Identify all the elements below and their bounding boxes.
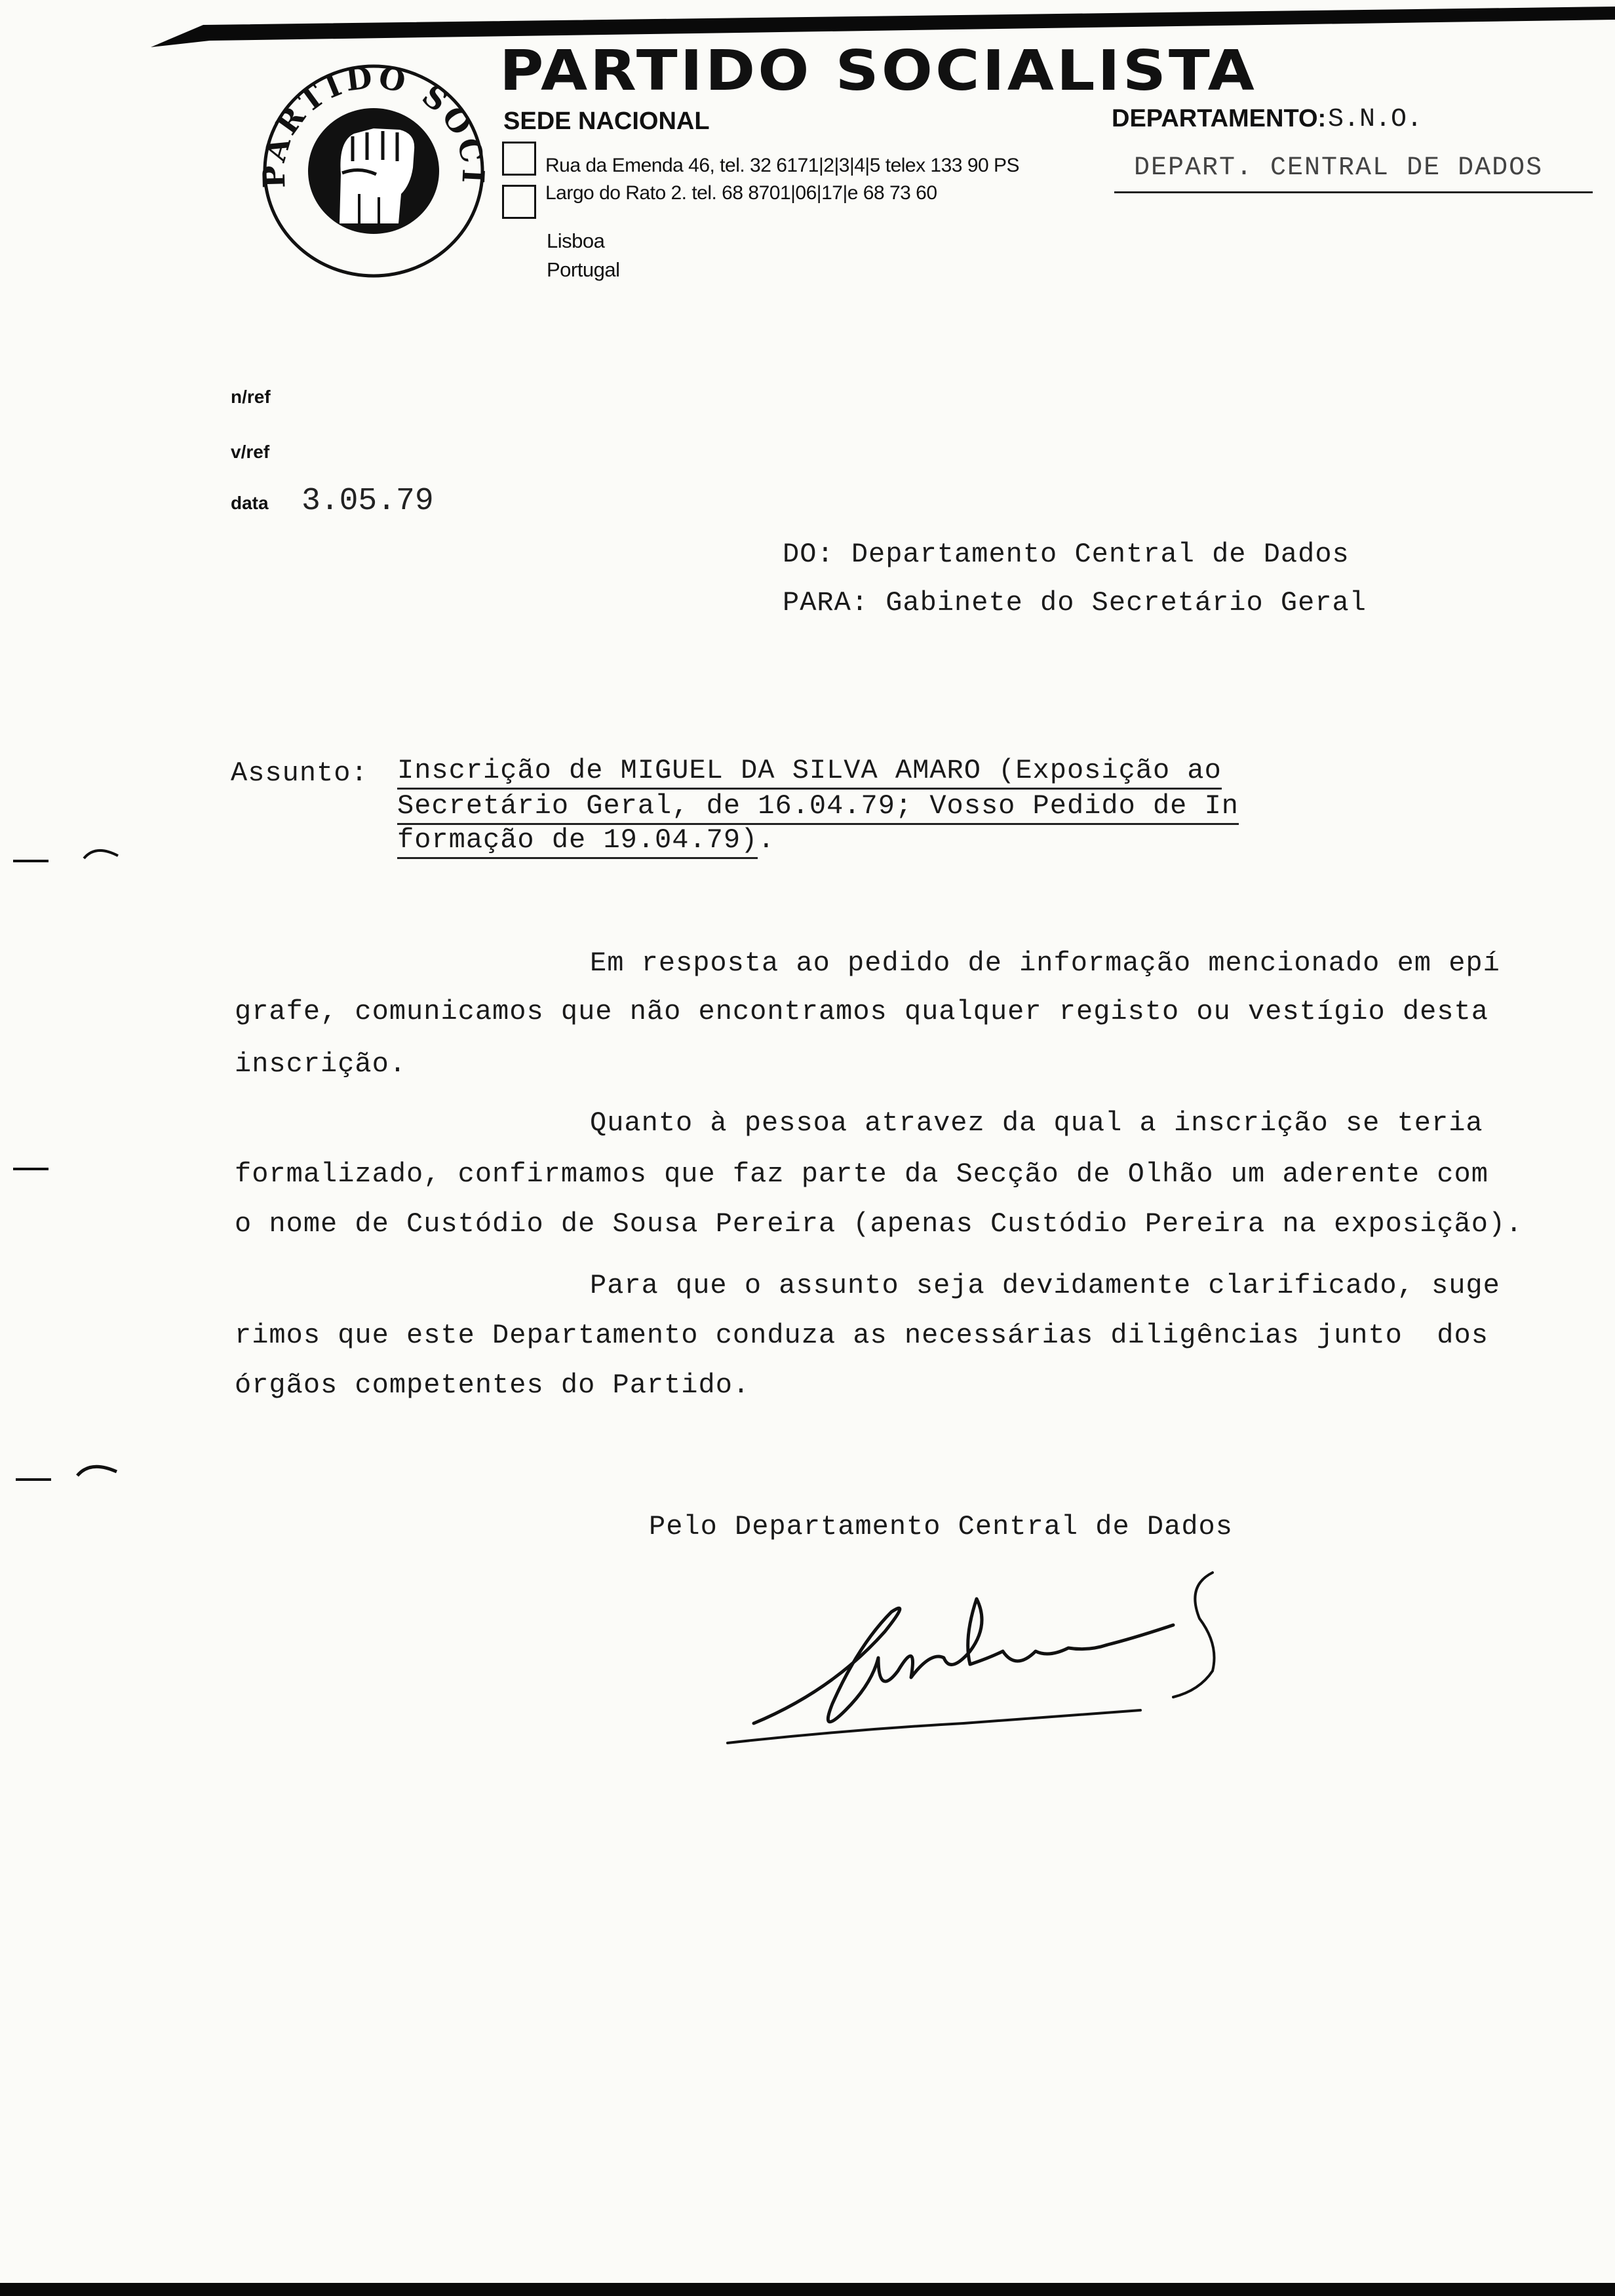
from-line: DO: Departamento Central de Dados bbox=[783, 539, 1350, 570]
subject-line-3 bbox=[397, 824, 775, 856]
party-logo bbox=[261, 63, 486, 279]
data-value: 3.05.79 bbox=[302, 484, 434, 519]
subject-line-2-text: Secretário Geral, de 16.04.79; Vosso Pedido de In bbox=[397, 790, 1239, 825]
city: Lisboa bbox=[547, 229, 605, 252]
p1-line-1: Em resposta ao pedido de informação mencionado em epí bbox=[590, 947, 1500, 979]
subject-line-3-text: formação de 19.04.79) bbox=[397, 824, 758, 859]
subject-label: Assunto: bbox=[231, 757, 368, 789]
p2-line-1: Quanto à pessoa atravez da qual a inscrição se teria bbox=[590, 1107, 1483, 1139]
data-label: data bbox=[231, 493, 269, 513]
v-ref-label: v/ref bbox=[231, 442, 270, 462]
signature bbox=[714, 1559, 1252, 1769]
p1-line-3: inscrição. bbox=[235, 1048, 407, 1080]
address-1: Rua da Emenda 46, tel. 32 6171|2|3|4|5 telex 133 90 PS bbox=[545, 155, 1020, 176]
departamento-value: S.N.O. bbox=[1328, 105, 1423, 134]
subject-line-1 bbox=[397, 755, 1222, 786]
address-2: Largo do Rato 2. tel. 68 8701|06|17|e 68 73 60 bbox=[545, 182, 937, 204]
party-name: PARTIDO SOCIALISTA bbox=[499, 38, 1257, 104]
to-line: PARA: Gabinete do Secretário Geral bbox=[783, 587, 1367, 619]
p3-line-2: rimos que este Departamento conduza as necessárias diligências junto dos bbox=[235, 1320, 1489, 1351]
p3-line-1: Para que o assunto seja devidamente clarificado, suge bbox=[590, 1270, 1500, 1301]
margin-mark bbox=[13, 860, 49, 862]
p3-line-3: órgãos competentes do Partido. bbox=[235, 1369, 750, 1401]
address-1-checkbox bbox=[502, 142, 536, 176]
n-ref-label: n/ref bbox=[231, 387, 271, 407]
closing-line: Pelo Departamento Central de Dados bbox=[649, 1511, 1233, 1542]
departamento-name: DEPART. CENTRAL DE DADOS bbox=[1134, 153, 1544, 183]
p2-line-3: o nome de Custódio de Sousa Pereira (apenas Custódio Pereira na exposição). bbox=[235, 1208, 1523, 1240]
country: Portugal bbox=[547, 258, 620, 281]
departamento-underline bbox=[1114, 191, 1593, 193]
margin-mark bbox=[75, 1459, 121, 1478]
sede-label: SEDE NACIONAL bbox=[503, 107, 710, 135]
margin-mark bbox=[16, 1478, 51, 1481]
subject-line-2 bbox=[397, 790, 1239, 822]
p1-line-2: grafe, comunicamos que não encontramos qualquer registo ou vestígio desta bbox=[235, 996, 1489, 1027]
departamento-label: DEPARTAMENTO: bbox=[1112, 105, 1327, 132]
subject-line-3-end: . bbox=[758, 824, 775, 856]
subject-line-1-text: Inscrição de MIGUEL DA SILVA AMARO (Exposição ao bbox=[397, 755, 1222, 790]
margin-mark bbox=[81, 841, 121, 861]
margin-mark bbox=[13, 1168, 49, 1170]
p2-line-2: formalizado, confirmamos que faz parte da Secção de Olhão um aderente com bbox=[235, 1158, 1489, 1190]
seal-text: ARTIDO SO bbox=[261, 63, 481, 166]
bottom-edge-bar bbox=[0, 2283, 1615, 2296]
address-2-checkbox bbox=[502, 185, 536, 219]
